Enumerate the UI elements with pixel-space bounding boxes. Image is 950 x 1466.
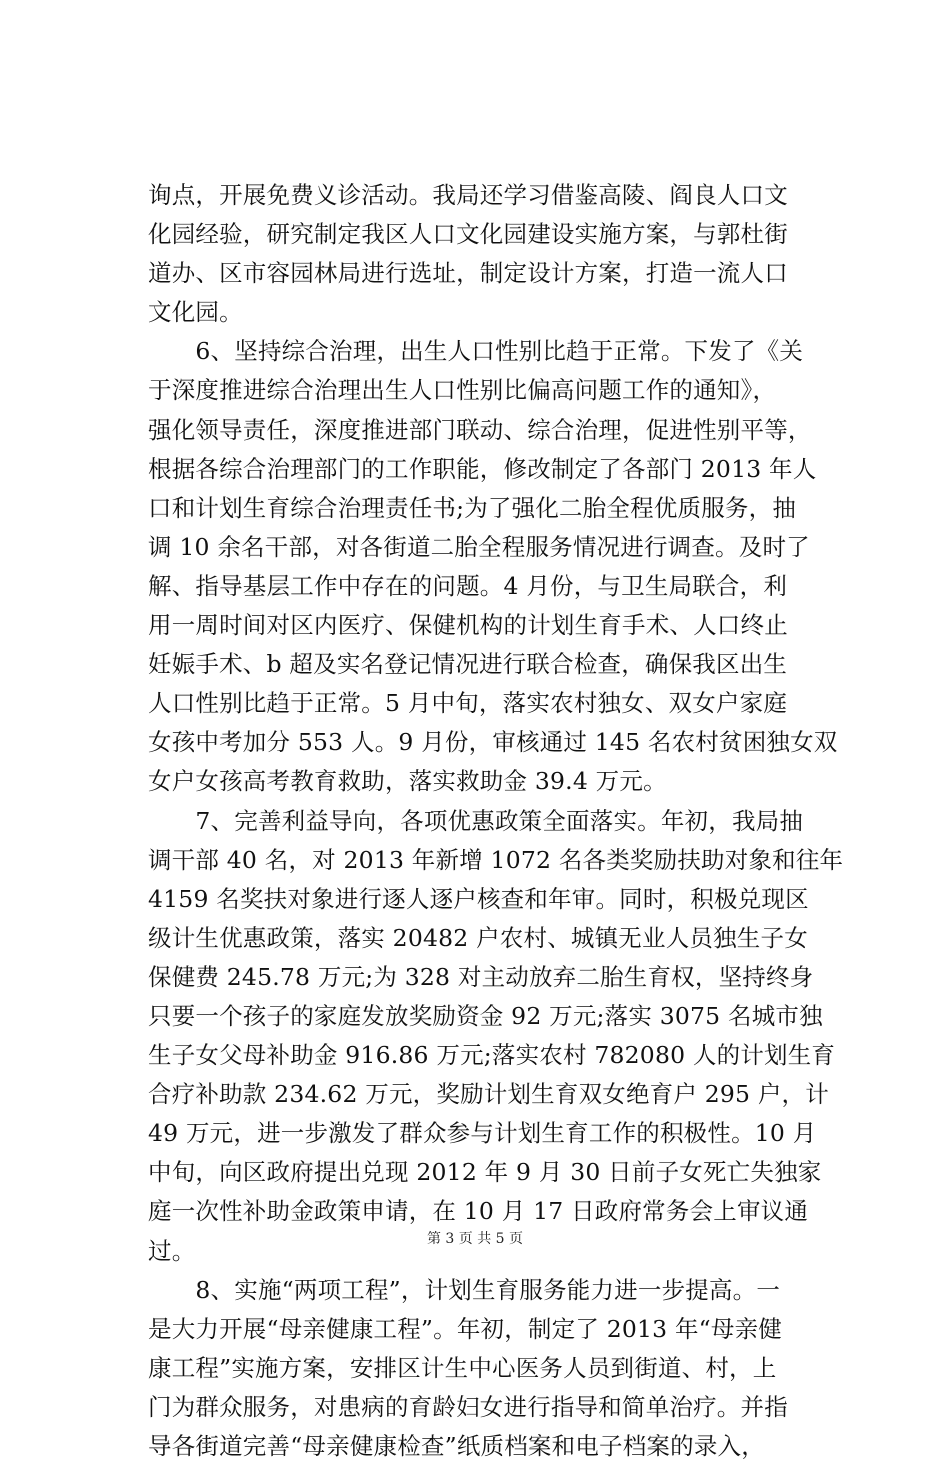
text-line: 生子女父母补助金 916.86 万元;落实农村 782080 人的计划生育: [148, 1041, 836, 1070]
text-line: 强化领导责任，深度推进部门联动、综合治理，促进性别平等，: [148, 415, 812, 444]
text-line: 6、坚持综合治理，出生人口性别比趋于正常。下发了《关: [148, 337, 804, 366]
text-line: 道办、区市容园林局进行选址，制定设计方案，打造一流人口: [148, 259, 788, 288]
text-line: 妊娠手术、b 超及实名登记情况进行联合检查，确保我区出生: [148, 650, 788, 679]
text-line: 7、完善利益导向，各项优惠政策全面落实。年初，我局抽: [148, 806, 804, 835]
page-number-footer: 第 3 页 共 5 页: [426, 1231, 524, 1247]
text-line: 调干部 40 名，对 2013 年新增 1072 名各类奖励扶助对象和往年: [148, 845, 844, 874]
text-line: 人口性别比趋于正常。5 月中旬，落实农村独女、双女户家庭: [148, 689, 788, 718]
text-line: 于深度推进综合治理出生人口性别比偏高问题工作的通知》，: [148, 376, 777, 405]
text-line: 合疗补助款 234.62 万元，奖励计划生育双女绝育户 295 户，计: [148, 1080, 829, 1109]
text-line: 庭一次性补助金政策申请，在 10 月 17 日政府常务会上审议通: [148, 1197, 809, 1226]
text-line: 根据各综合治理部门的工作职能，修改制定了各部门 2013 年人: [148, 454, 817, 483]
text-line: 级计生优惠政策，落实 20482 户农村、城镇无业人员独生子女: [148, 923, 808, 952]
text-line: 化园经验，研究制定我区人口文化园建设实施方案，与郭杜街: [148, 220, 788, 249]
text-line: 询点，开展免费义诊活动。我局还学习借鉴高陵、阎良人口文: [148, 181, 788, 209]
text-line: 康工程”实施方案，安排区计生中心医务人员到街道、村，上: [148, 1353, 777, 1382]
text-line: 49 万元，进一步激发了群众参与计划生育工作的积极性。10 月: [148, 1119, 817, 1148]
text-line: 女户女孩高考教育救助，落实救助金 39.4 万元。: [148, 767, 667, 796]
text-line: 调 10 余名干部，对各街道二胎全程服务情况进行调查。及时了: [148, 532, 810, 561]
text-line: 只要一个孩子的家庭发放奖励资金 92 万元;落实 3075 名城市独: [148, 1001, 823, 1030]
text-line: 过。: [148, 1236, 196, 1265]
text-line: 解、指导基层工作中存在的问题。4 月份，与卫生局联合，利: [148, 571, 788, 600]
body-text: [148, 176, 848, 1466]
text-line: 口和计划生育综合治理责任书;为了强化二胎全程优质服务，抽: [148, 493, 797, 522]
text-line: 保健费 245.78 万元;为 328 对主动放弃二胎生育权，坚持终身: [148, 962, 814, 991]
text-line: 4159 名奖扶对象进行逐人逐户核查和年审。同时，积极兑现区: [148, 884, 809, 913]
text-line: 导各街道完善“母亲健康检查”纸质档案和电子档案的录入，: [148, 1432, 765, 1460]
text-line: 用一周时间对区内医疗、保健机构的计划生育手术、人口终止: [148, 611, 788, 640]
text-line: 8、实施“两项工程”，计划生育服务能力进一步提高。一: [148, 1275, 781, 1304]
text-line: 是大力开展“母亲健康工程”。年初，制定了 2013 年“母亲健: [148, 1314, 782, 1343]
text-line: 中旬，向区政府提出兑现 2012 年 9 月 30 日前子女死亡失独家: [148, 1158, 822, 1187]
text-line: 文化园。: [148, 298, 243, 327]
text-line: 女孩中考加分 553 人。9 月份，审核通过 145 名农村贫困独女双: [148, 728, 838, 757]
text-line: 门为群众服务，对患病的育龄妇女进行指导和简单治疗。并指: [148, 1392, 788, 1421]
